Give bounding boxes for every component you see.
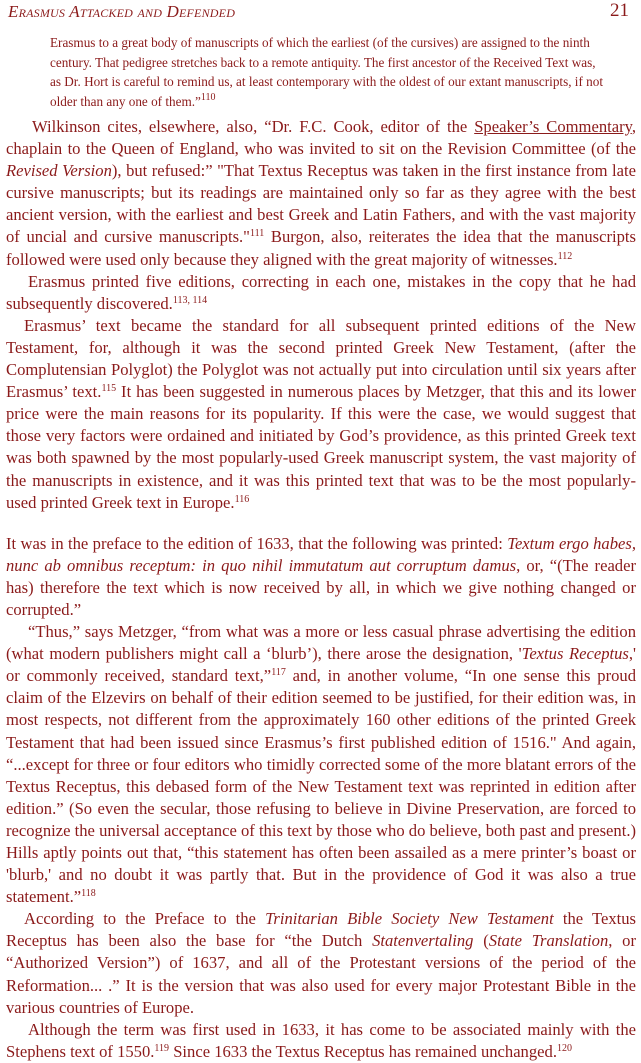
footnote-ref: 120 [556, 1042, 572, 1054]
paragraph-1: Wilkinson cites, elsewhere, also, “Dr. F.C. Cook, editor of the Speaker’s Commentary, chaplain to the Queen of England, who was invited to sit on the Revision Committee (of the Revised Version), but refused:” "That Textus Receptus was taken in the first instance from late cursive manuscripts; but its readings are maintained only so far as they agree with the best ancient version, with the earliest and best Greek and Latin Fathers, and with the vast majority of uncial and cursive manuscripts."$^{111}$ Burgon, also, reiterates the idea that the manuscripts followed were used only because they aligned with the great majority of witnesses.$^{112}$ [6, 117, 637, 269]
footnote-ref: 111 [249, 228, 265, 240]
footnote-ref: 112 [557, 250, 573, 262]
footnote-ref: 118 [81, 888, 96, 900]
paragraph-5: “Thus,” says Metzger, “from what was a more or less casual phrase advertising the edition (what modern publishers might call a ‘blurb’), there arose the designation, 'Textus Receptus,' or commonly received, standard text,”$^{117}$ and, in another volume, “In one sense this proud claim of the Elzevirs on behalf of their edition seemed to be justified, for their edition was, in most respects, not different from the approximately 160 other editions of the printed Greek Testament that had been issued since Erasmus’s first published edition of 1516." And again, “...except for three or four editors who timidly corrected some of the more blatant errors of the Textus Receptus, this debased form of the New Testament text was reprinted in edition after edition.” (So even the secular, those refusing to believe in Divine Preservation, are forced to recognize the universal acceptance of this text by those who do believe, both past and present.) Hills aptly points out that, “this statement has often been assailed as a mere printer’s boast or 'blurb,' and no doubt it was partly that. But in the providence of God it was also a true statement.”$^{118}$ [6, 622, 637, 907]
paragraph-3: Erasmus’ text became the standard for all subsequent printed editions of the New Testament, for, although it was the second printed Greek New Testament, (after the Complutensian Polyglot) the Polyglot was not actually put into circulation until six years after Erasmus’ text.$^{115}$ It has been suggested in numerous places by Metzger, that this and its lower price were the main reasons for its popularity. If this were the case, we would suggest that those very factors were ordained and initiated by God’s providence, as this printed Greek text was both spawned by the most popularly-used Greek manuscript system, the vast majority of the manuscripts in existence, and it was this printed text that was to be the most popularly-used printed Greek text in Europe.$^{116}$ [6, 315, 636, 512]
page-number: 21 [610, 0, 629, 21]
block-quote [50, 33, 603, 111]
footnote-ref: 116 [234, 493, 250, 505]
quote-text: Erasmus to a great body of manuscripts of which the earliest (of the cursives) are assigned to the ninth century. That pedigree stretches back to a remote antiquity. The first ancestor of the Received Text was, as Dr. Hort is careful to remind us, at least contemporary with the oldest of our extant manuscripts, if not older than any one of them.” [50, 35, 604, 109]
running-head: Erasmus Attacked and Defended [8, 2, 236, 21]
footnote-ref: 110 [200, 91, 216, 103]
paragraph-gap [6, 514, 636, 533]
paragraph-7: Although the term was first used in 1633, it has come to be associated mainly with the Stephens text of 1550.$^{119}$ Since 1633 the Textus Receptus has remained unchanged.$^{120}$ [6, 1019, 636, 1061]
body-text [6, 116, 636, 1063]
paragraph-6: According to the Preface to the Trinitarian Bible Society New Testament the Textus Receptus has been also the base for “the Dutch Statenvertaling (State Translation, or “Authorized Version”) of 1637, and all of the Protestant versions of the period of the Reformation... .” It is the version that was also used for every major Protestant Bible in the various countries of Europe. [6, 909, 636, 1017]
paragraph-2: Erasmus printed five editions, correcting in each one, mistakes in the copy that he had subsequently discovered.$^{113, 114}$ [6, 271, 636, 313]
footnote-ref: 117 [271, 667, 286, 679]
book-title-underlined: Speaker’s Commentary [474, 117, 632, 136]
footnote-ref: 119 [154, 1042, 170, 1054]
quote-paragraph [50, 33, 603, 111]
paragraph-4: It was in the preface to the edition of 1633, that the following was printed: Textum ergo habes, nunc ab omnibus receptum: in quo nihil immutatum aut corruptum damus, or, “(The reader has) therefore the text which is now received by all, in which we give nothing changed or corrupted.” [6, 533, 636, 619]
page-header [8, 0, 629, 24]
footnote-ref: 115 [101, 383, 117, 395]
footnote-ref: 113, 114 [172, 294, 208, 306]
